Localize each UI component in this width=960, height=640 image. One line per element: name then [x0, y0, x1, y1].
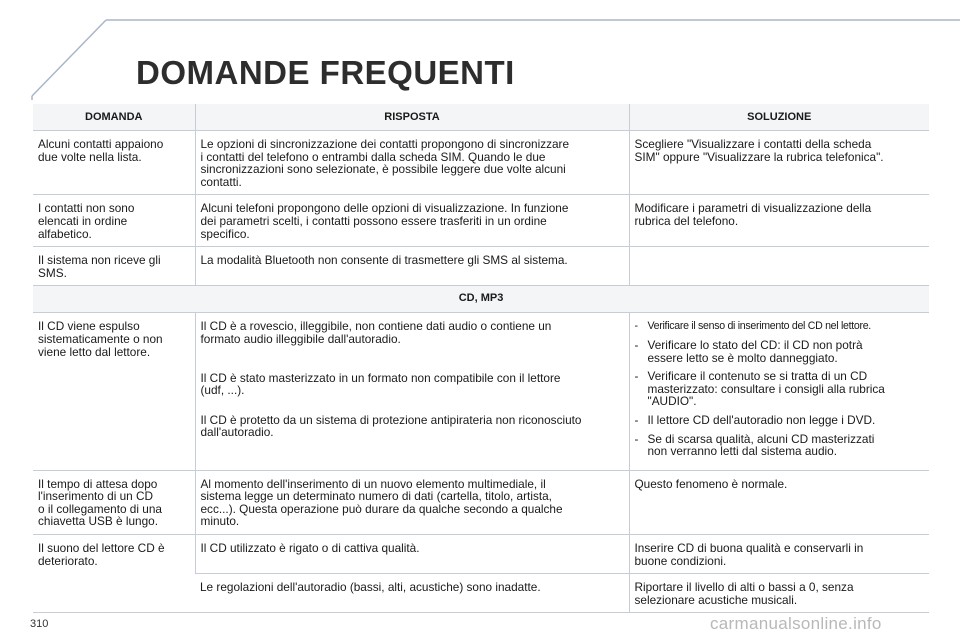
- answer-cell: Le regolazioni dell'autoradio (bassi, alti, acustiche) sono inadatte.: [195, 574, 629, 613]
- table-row: [33, 247, 929, 286]
- bullet-dash: -: [634, 431, 639, 446]
- solution-list: [635, 320, 925, 457]
- bullet-dash: -: [634, 337, 639, 352]
- solution-cell: Inserire CD di buona qualità e conservarli in buone condizioni.: [629, 535, 929, 574]
- answer-cell: Alcuni telefoni propongono delle opzioni di visualizzazione. In funzione dei parametri scelti, i contatti possono essere trasferiti in un ordine specifico.: [195, 195, 629, 247]
- answer-paragraph: Il CD è protetto da un sistema di protezione antipirateria non riconosciuto dall'autoradio.: [200, 412, 582, 440]
- list-item-text: Se di scarsa qualità, alcuni CD masterizzati non verranno letti dal sistema audio.: [647, 431, 875, 459]
- watermark: carmanualsonline.info: [710, 614, 882, 633]
- section-row-cd-mp3: [33, 286, 929, 313]
- table-row: [33, 313, 929, 470]
- table-row: [33, 195, 929, 247]
- answer-cell: Al momento dell'inserimento di un nuovo elemento multimediale, il sistema legge un determinato numero di dati (cartella, titolo, artista, ecc...). Questa operazione può durare da qualche secondo a qualche minuto.: [195, 470, 629, 534]
- bullet-dash: -: [634, 320, 638, 333]
- list-item: [635, 433, 925, 458]
- solution-cell: Questo fenomeno è normale.: [629, 470, 929, 534]
- faq-table: [33, 104, 929, 613]
- table-header-row: [33, 104, 929, 131]
- page-number: 310: [30, 618, 49, 630]
- list-item-text: Verificare il senso di inserimento del CD nel lettore.: [647, 320, 871, 333]
- page-title: DOMANDE FREQUENTI: [136, 54, 515, 91]
- answer-paragraph: Il CD è a rovescio, illeggibile, non contiene dati audio o contiene un formato audio illeggibile dall'autoradio.: [200, 319, 552, 346]
- bullet-dash: -: [634, 369, 639, 384]
- list-item-text: Verificare lo stato del CD: il CD non potrà essere letto se è molto danneggiato.: [647, 337, 863, 365]
- answer-cell: Il CD utilizzato è rigato o di cattiva qualità.: [195, 535, 629, 574]
- list-item-text: Verificare il contenuto se si tratta di un CD masterizzato: consultare i consigli alla rubrica "AUDIO".: [647, 369, 885, 409]
- question-cell: I contatti non sono elencati in ordine alfabetico.: [33, 195, 195, 247]
- solution-cell: Modificare i parametri di visualizzazione della rubrica del telefono.: [629, 195, 929, 247]
- answer-cell: [195, 313, 629, 470]
- list-item: [635, 414, 925, 427]
- question-cell: Il tempo di attesa dopo l'inserimento di un CD o il collegamento di una chiavetta USB è lungo.: [33, 470, 195, 534]
- table-row: [33, 470, 929, 534]
- solution-cell: [629, 313, 929, 470]
- table-row: [33, 131, 929, 195]
- solution-cell: [629, 247, 929, 286]
- answer-paragraph: Il CD è stato masterizzato in un formato non compatibile con il lettore (udf, ...).: [200, 370, 561, 398]
- list-item: [635, 370, 925, 408]
- solution-cell: Riportare il livello di alti o bassi a 0, senza selezionare acustiche musicali.: [629, 574, 929, 613]
- answer-cell: Le opzioni di sincronizzazione dei contatti propongono di sincronizzare i contatti del telefono o entrambi dalla scheda SIM. Quando le due sincronizzazioni sono selezionate, è possibile leggere due volte alcuni contatti.: [195, 131, 629, 195]
- bullet-dash: -: [634, 412, 639, 427]
- solution-cell: Scegliere "Visualizzare i contatti della scheda SIM" oppure "Visualizzare la rubrica telefonica".: [629, 131, 929, 195]
- question-cell: Il CD viene espulso sistematicamente o non viene letto dal lettore.: [33, 313, 195, 470]
- answer-cell: La modalità Bluetooth non consente di trasmettere gli SMS al sistema.: [195, 247, 629, 286]
- section-label: CD, MP3: [33, 286, 929, 313]
- list-item: [635, 339, 925, 364]
- column-header-risposta: RISPOSTA: [195, 104, 629, 131]
- column-header-domanda: DOMANDA: [33, 104, 195, 131]
- table-row: [33, 535, 929, 574]
- list-item: [635, 320, 925, 333]
- list-item-text: Il lettore CD dell'autoradio non legge i DVD.: [647, 412, 876, 427]
- question-cell: Alcuni contatti appaiono due volte nella lista.: [33, 131, 195, 195]
- question-cell: Il sistema non riceve gli SMS.: [33, 247, 195, 286]
- question-cell: Il suono del lettore CD è deteriorato.: [33, 535, 195, 613]
- column-header-soluzione: SOLUZIONE: [629, 104, 929, 131]
